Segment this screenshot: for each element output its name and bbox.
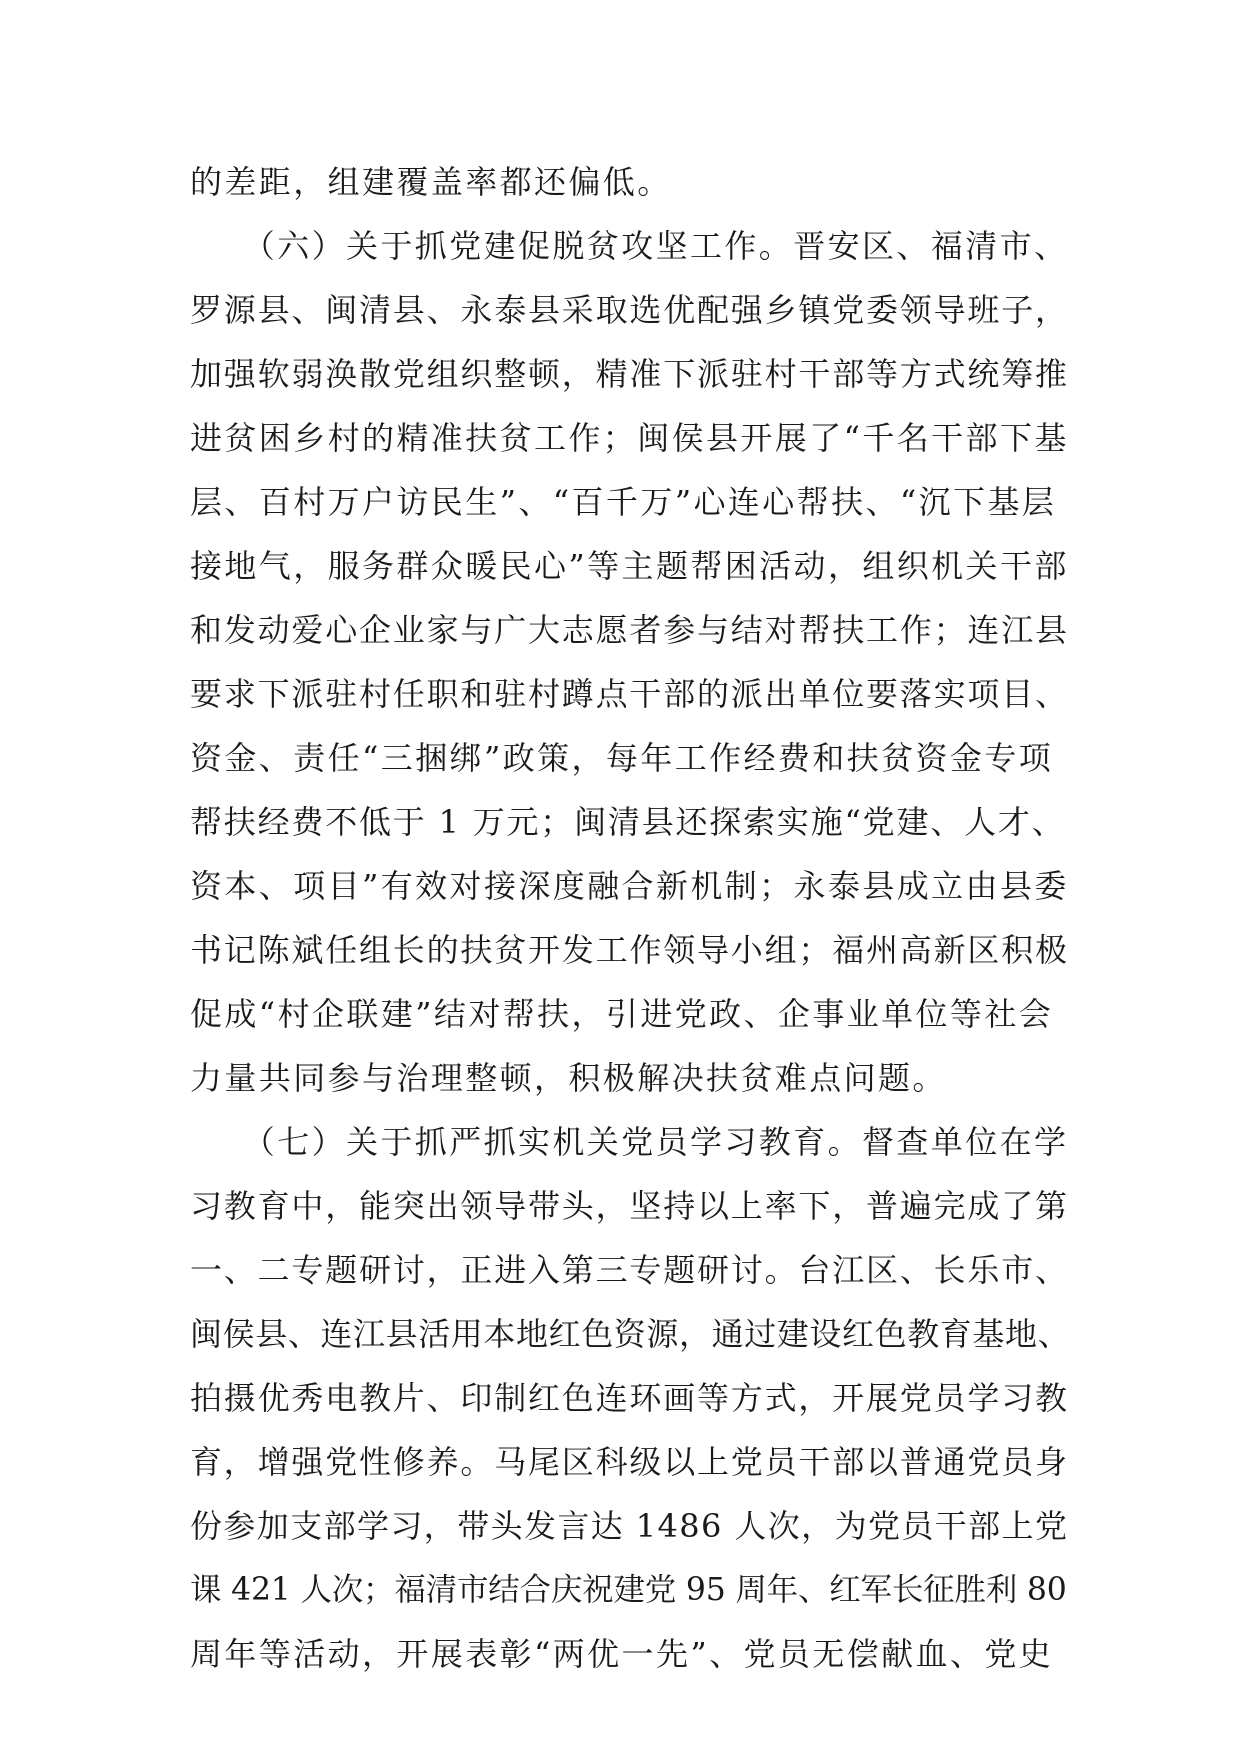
- text-line: 促成“村企联建”结对帮扶，引进党政、企事业单位等社会: [190, 995, 1054, 1033]
- text-line: 资本、项目”有效对接深度融合新机制；永泰县成立由县委: [190, 867, 1069, 905]
- text-line: 资金、责任“三捆绑”政策，每年工作经费和扶贫资金专项: [190, 739, 1054, 777]
- text-line: 层、百村万户访民生”、“百千万”心连心帮扶、“沉下基层: [190, 483, 1057, 521]
- text-line: 的差距，组建覆盖率都还偏低。: [190, 163, 672, 201]
- text-line: 帮扶经费不低于 1 万元；闽清县还探索实施“党建、人才、: [190, 803, 1066, 841]
- text-line: 要求下派驻村任职和驻村蹲点干部的派出单位要落实项目、: [190, 675, 1069, 713]
- text-line: 课 421 人次；福清市结合庆祝建党 95 周年、红军长征胜利 80: [190, 1572, 1067, 1608]
- text-line: 育，增强党性修养。马尾区科级以上党员干部以普通党员身: [190, 1443, 1069, 1481]
- text-line: 接地气，服务群众暖民心”等主题帮困活动，组织机关干部: [190, 547, 1069, 585]
- text-line: 和发动爱心企业家与广大志愿者参与结对帮扶工作；连江县: [190, 611, 1069, 649]
- text-line: 拍摄优秀电教片、印制红色连环画等方式，开展党员学习教: [190, 1379, 1069, 1417]
- text-line: 一、二专题研讨，正进入第三专题研讨。台江区、长乐市、: [190, 1251, 1069, 1289]
- text-line: 罗源县、闽清县、永泰县采取选优配强乡镇党委领导班子，: [190, 291, 1069, 329]
- text-line: 进贫困乡村的精准扶贫工作；闽侯县开展了“千名干部下基: [190, 419, 1069, 457]
- text-line: 周年等活动，开展表彰“两优一先”、党员无偿献血、党史: [190, 1635, 1054, 1673]
- document-body: [190, 150, 1070, 1686]
- text-line: 份参加支部学习，带头发言达 1486 人次，为党员干部上党: [190, 1507, 1069, 1545]
- text-line: 书记陈斌任组长的扶贫开发工作领导小组；福州高新区积极: [190, 931, 1069, 969]
- text-line: 习教育中，能突出领导带头，坚持以上率下，普遍完成了第: [190, 1187, 1069, 1225]
- text-line: （七）关于抓严抓实机关党员学习教育。督查单位在学: [190, 1123, 1069, 1161]
- text-line: 闽侯县、连江县活用本地红色资源，通过建设红色教育基地、: [190, 1315, 1071, 1353]
- text-line: 力量共同参与治理整顿，积极解决扶贫难点问题。: [190, 1059, 947, 1097]
- text-line: （六）关于抓党建促脱贫攻坚工作。晋安区、福清市、: [190, 227, 1069, 265]
- text-line: 加强软弱涣散党组织整顿，精准下派驻村干部等方式统筹推: [190, 355, 1069, 393]
